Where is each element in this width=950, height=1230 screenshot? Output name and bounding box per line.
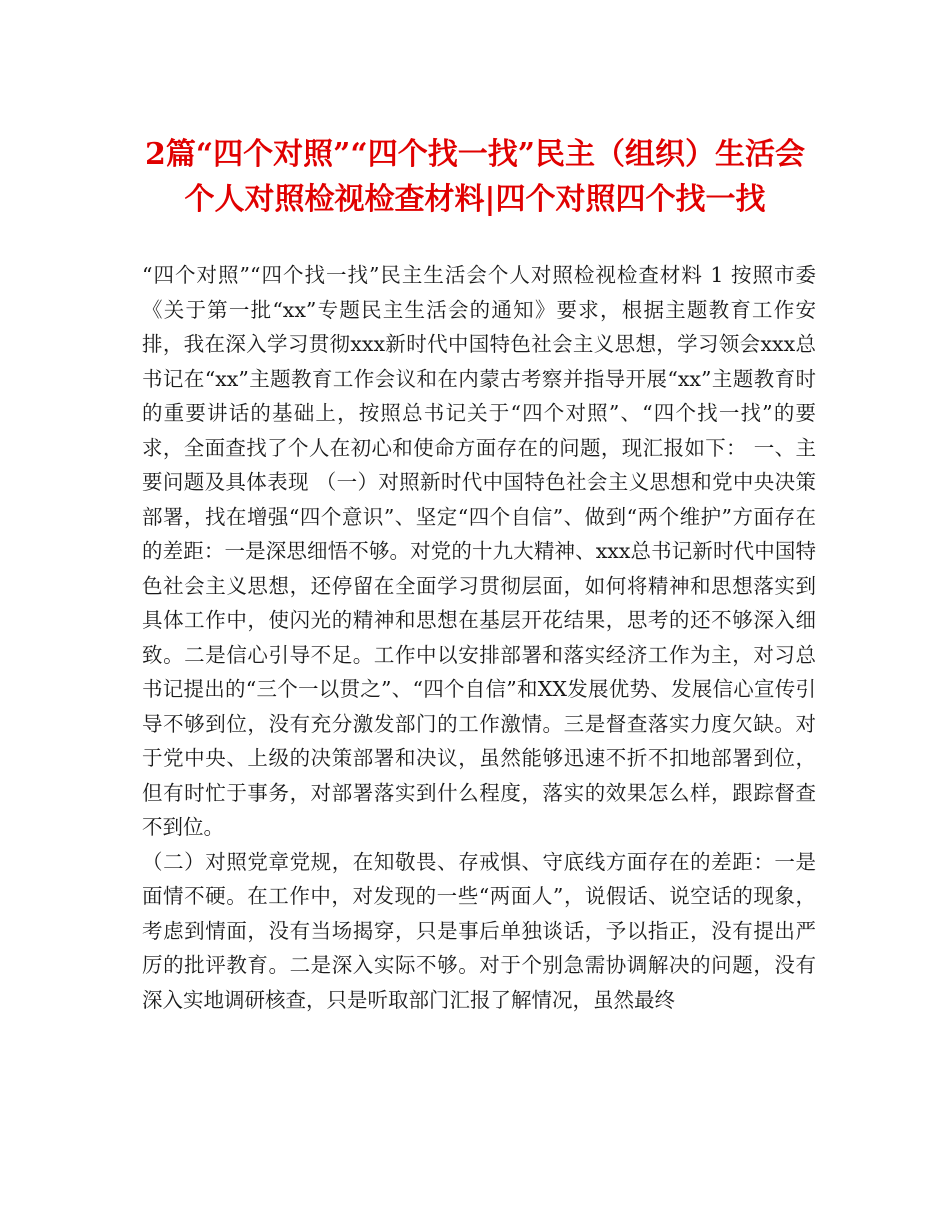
document-title-line-2: 个人对照检视检查材料|四个对照四个找一找 (184, 182, 766, 217)
document-title-line-1: 2篇“四个对照”“四个找一找”民主（组织）生活会 (145, 137, 805, 172)
body-paragraph-1: “四个对照”“四个找一找”民主生活会个人对照检视检查材料 1 按照市委《关于第一批“xx”专题民主生活会的通知》要求，根据主题教育工作安排，我在深入学习贯彻xxx新时代中国特色社会主义思想，学习领会xxx总书记在“xx”主题教育工作会议和在内蒙古考察并指导开展“xx”主题教育时的重要讲话的基础上，按照总书记关于“四个对照”、“四个找一找”的要求，全面查找了个人在初心和使命方面存在的问题，现汇报如下： 一、主要问题及具体表现 （一）对照新时代中国特色社会主义思想和党中央决策部署，找在增强“四个意识”、坚定“四个自信”、做到“两个维护”方面存在的差距：一是深思细悟不够。对党的十九大精神、xxx总书记新时代中国特色社会主义思想，还停留在全面学习贯彻层面，如何将精神和思想落实到具体工作中，使闪光的精神和思想在基层开花结果，思考的还不够深入细致。二是信心引导不足。工作中以安排部署和落实经济工作为主，对习总书记提出的“三个一以贯之”、“四个自信”和XX发展优势、发展信心宣传引导不够到位，没有充分激发部门的工作激情。三是督查落实力度欠缺。对于党中央、上级的决策部署和决议，虽然能够迅速不折不扣地部署到位，但有时忙于事务，对部署落实到什么程度，落实的效果怎么样，跟踪督查不到位。 (142, 263, 816, 839)
body-paragraph-2: （二）对照党章党规，在知敬畏、存戒惧、守底线方面存在的差距：一是面情不硬。在工作中，对发现的一些“两面人”，说假话、说空话的现象，考虑到情面，没有当场揭穿，只是事后单独谈话，予以指正，没有提出严厉的批评教育。二是深入实际不够。对于个别急需协调解决的问题，没有深入实地调研核查，只是听取部门汇报了解情况，虽然最终 (142, 849, 816, 1012)
document-body (142, 258, 816, 1017)
